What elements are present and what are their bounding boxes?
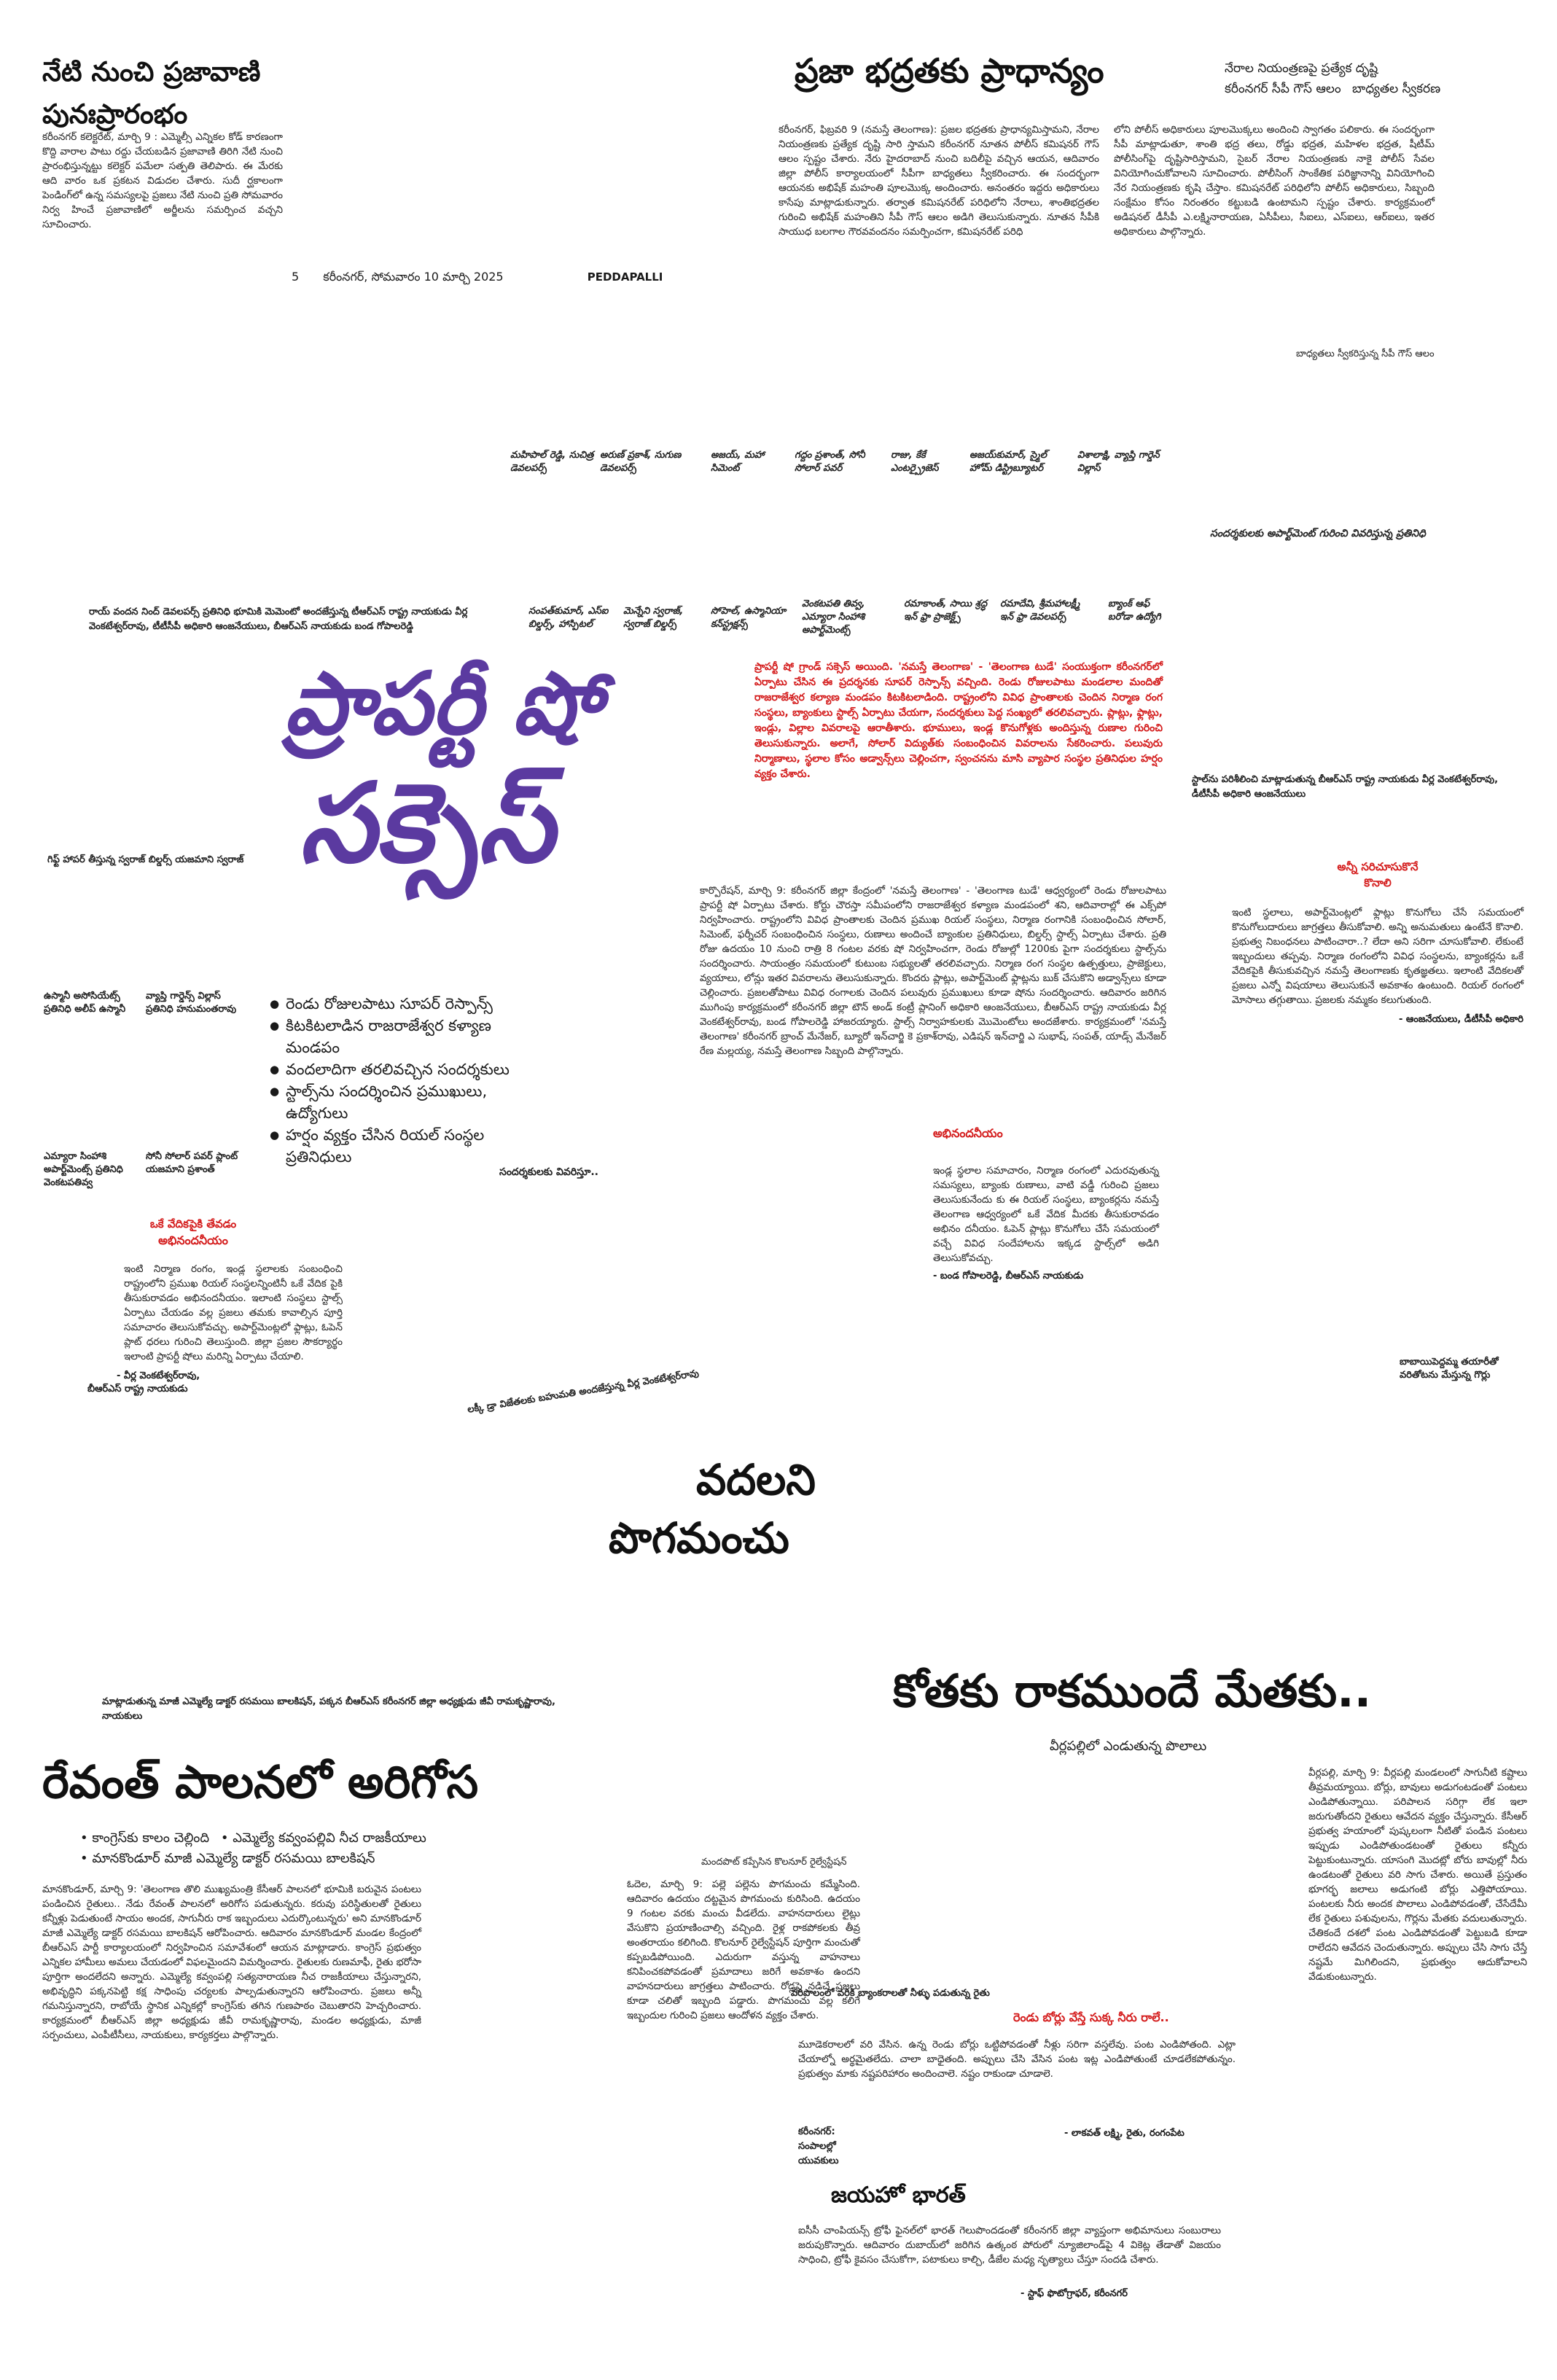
security-point-row — [1225, 79, 1545, 99]
abhi-mid-name: - బండ గోపాలరెడ్డి, బీఆర్ఎస్ నాయకుడు — [933, 1271, 1084, 1281]
place-date: కరీంనగర్, సోమవారం 10 మార్చి 2025 — [323, 270, 504, 284]
masthead — [292, 270, 729, 286]
revanth-body: మానకొండూర్, మార్చి 9: 'తెలంగాణ తొలి ముఖ్యమంత్రి కేసీఆర్ పాలనలో భూమికి బరువైన పంటలు పండించిన రైతులు.. నేడు రేవంత్ పాలనలో అరిగోస పడుతున్నరు. కరువు పరిస్థితులతో రైతులు కన్నీళ్లు పెడుతుంటే సాయం అందక, సాగునీరు రాక ఇబ్బందులు ఎదుర్కొంటున్నరు' అని మానకొండూర్ మాజీ ఎమ్మెల్యే డాక్టర్ రసమయి బాలకిషన్ ఆరోపించారు. ఆదివారం మానకొండూర్ మండల కేంద్రంలో బీఆర్ఎస్ పార్టీ కార్యాలయంలో నిర్వహించిన సమావేశంలో ఆయన మాట్లాడారు. కాంగ్రెస్ ప్రభుత్వం ఎన్నికల హామీలు అమలు చేయడంలో విఫలమైందని విమర్శించారు. రైతులకు రుణమాఫీ, రైతు భరోసా పూర్తిగా అందలేదని అన్నారు. ఎమ్మెల్యే కవ్వంపల్లి సత్యనారాయణ నీచ రాజకీయాలు చేస్తున్నారని, అభివృద్ధిని పక్కనపెట్టి కక్ష సాధింపు చర్యలకు పాల్పడుతున్నారని ఆరోపించారు. ప్రజలు అన్నీ గమనిస్తున్నారని, రాబోయే స్థానిక ఎన్నికల్లో కాంగ్రెస్‌కు తగిన గుణపాఠం చెబుతారని హెచ్చరించారు. కార్యక్రమంలో బీఆర్ఎస్ జిల్లా అధ్యక్షుడు జీవీ రామకృష్ణారావు, మండల అధ్యక్షుడు, మాజీ సర్పంచులు, ఎంపీటీసీలు, నాయకులు, కార్యకర్తలు పాల్గొన్నారు. — [42, 1884, 421, 2041]
security-point: నేరాల నియంత్రణపై ప్రత్యేక దృష్టి — [1225, 61, 1378, 76]
farmer-photo-caption: వరిపొలంలో వరికి బ్యాంకరాలతో నీళ్ళు పడుతున్న రైతు — [791, 1988, 990, 1999]
abhi-left-kicker: ఒకే వేదికపైకి తేవడం — [149, 1217, 237, 1230]
abhi-left-role: బీఆర్ఎస్ రాష్ట్ర నాయకుడు — [87, 1384, 188, 1394]
prajavani-headline: నేటి నుంచి ప్రజావాణి పునఃప్రారంభం — [42, 56, 261, 130]
jayaho-credit: - స్టాఫ్ ఫొటోగ్రాఫర్, కరీంనగర్ — [1021, 2288, 1128, 2299]
name-caption: సంపత్‌కుమార్, ఎస్‌ఐ బిల్డర్స్, హాస్పిటల్ — [528, 606, 609, 630]
bullet-item: ● హర్షం వ్యక్తం చేసిన రియల్ సంస్థల ప్రతినిధులు — [270, 1124, 539, 1168]
abhi-left-name: - వీర్ల వెంకటేశ్వర్‌రావు, — [117, 1370, 200, 1381]
fog-headline: వదలని పొగమంచు — [609, 1455, 816, 1563]
bullet-item: ● స్టాల్స్‌ను సందర్శించిన ప్రముఖులు, ఉద్యోగులు — [270, 1080, 539, 1124]
bullet-item: ● కిటకిటలాడిన రాజరాజేశ్వర కళ్యాణ మండపం — [270, 1015, 539, 1058]
revanth-bullet: • కాంగ్రెస్‌కు కాలం చెల్లింది — [80, 1830, 210, 1846]
name-caption: అజయ్‌కుమార్, స్మైల్ హోమ్ డిస్ట్రిబ్యూటర్ — [969, 450, 1047, 474]
owner-caption: గిఫ్ట్ హాపర్ తీస్తున్న స్వరాజ్ బిల్డర్స్ యజమాని స్వరాజ్ — [47, 854, 244, 865]
sinhashi-caption: ఎమ్యారా సింహాశి అపార్ట్‌మెంట్స్ ప్రతినిధి వెంకటపతివ్వ — [44, 1151, 123, 1188]
vyapti-caption: వ్యాప్తి గార్డెన్స్ విల్లాస్ ప్రతినిధి హనుమంతరావు — [146, 991, 237, 1015]
goats-caption: బాబాయిపెద్దమ్మ తయారీతో వరితోటను మేస్తున్న గొర్లు — [1400, 1357, 1499, 1381]
bullet-item: ● రెండు రోజులపాటు సూపర్ రెస్పాన్స్ — [270, 993, 539, 1015]
abhi-mid — [933, 1126, 1159, 1283]
visitors-caption: సందర్శకులకు వివరిస్తూ.. — [499, 1166, 598, 1178]
name-caption: బ్యాంక్ ఆఫ్ బరోడా ఉద్యోగి — [1108, 598, 1161, 623]
name-caption: మహిపాల్ రెడ్డి, సుచిత్ర డెవలపర్స్ — [510, 450, 594, 474]
property-bullets — [270, 993, 539, 1168]
bullet-item: ● వందలాదిగా తరలివచ్చిన సందర్శకులు — [270, 1058, 539, 1080]
inauguration-caption: రాయ్ వందన నింద్ డెవలపర్స్ ప్రతినిధి భూమికి మెమెంటో అందజేస్తున్న టీఆర్ఎస్ రాష్ట్ర నాయకుడు వీర్ల వెంకటేశ్వర్‌రావు, టీటీసీపీ అధికారి ఆంజనేయులు, బీఆర్ఎస్ నాయకుడు బండ గోపాలరెడ్డి — [89, 606, 468, 632]
name-caption: అజయ్, మహా సిమెంట్ — [711, 450, 765, 474]
name-caption: విశాలాక్షి, వ్యాప్తి గార్డెన్ విల్లాస్ — [1077, 450, 1160, 474]
fog-body: ఓదెల, మార్చి 9: పల్లె పల్లెను పొగమంచు కమ్మేసింది. ఆదివారం ఉదయం దట్టమైన పొగమంచు కురిసింది. ఉదయం 9 గంటల వరకు మంచు వీడలేదు. వాహనదారులు లైట్లు వేసుకొని ప్రయాణించాల్సి వచ్చింది. రైళ్ల రాకపోకలకు తీవ్ర అంతరాయం కలిగింది. కొలనూర్ రైల్వేస్టేషన్ పూర్తిగా మంచుతో కప్పబడిపోయింది. ఎదురుగా వస్తున్న వాహనాలు కనిపించకపోవడంతో ప్రమాదాలు జరిగే అవకాశం ఉందని వాహనదారులు జాగ్రత్తలు పాటించారు. రోడ్లపై నడిచే ప్రజలు కూడా చలితో ఇబ్బంది పడ్డారు. పొగమంచు వల్ల కలిగే ఇబ్బందుల గురించి ప్రజలు ఆందోళన వ్యక్తం చేశారు. — [627, 1878, 860, 2021]
quote-name: - లాకవత్ లక్ష్మి, రైతు, రంగంపేట — [1064, 2128, 1185, 2139]
quote-body: మూడెకరాలలో వరి వేసిన. ఉన్న రెండు బోర్లు ఒట్టిపోవడంతో నీళ్లు సరిగా వస్తలేవు. పంట ఎండిపోతంది. ఎట్లా చేయాల్నో అర్థమైతలేదు. చాలా బాధైతంది. అప్పులు చేసి వేసిన పంట ఇట్ల ఎండిపోతుంటే చూడలేకపోతున్నం. ప్రభుత్వం మాకు నష్టపరిహారం అందించాలె. నష్టం రాకుండా చూడాలె. — [798, 2039, 1236, 2080]
right-name: - ఆంజనేయులు, డీటీసీపీ అధికారి — [1398, 1014, 1523, 1025]
revanth-kicker: మాట్లాడుతున్న మాజీ ఎమ్మెల్యే డాక్టర్ రసమయి బాలకిషన్, పక్కన బీఆర్ఎస్ కరీంనగర్ జిల్లా అధ్యక్షుడు జీవీ రామకృష్ణారావు, నాయకులు — [102, 1696, 555, 1722]
security-point: బాధ్యతల స్వీకరణ — [1352, 82, 1441, 96]
revanth-bullets — [80, 1828, 605, 1869]
farm-col-right: వీర్లపల్లి, మార్చి 9: వీర్లపల్లి మండలంలో సాగునీటి కష్టాలు తీవ్రమయ్యాయి. బోర్లు, బావులు అడుగంటడంతో పంటలు ఎండిపోతున్నాయి. పరిపాలన సరిగ్గా లేక ఇలా జరుగుతోందని రైతులు ఆవేదన వ్యక్తం చేస్తున్నారు. కేసీఆర్ ప్రభుత్వ హయాంలో పుష్కలంగా నీటితో పండిన పంటలు ఇప్పుడు ఎండిపోతుండటంతో రైతులు కన్నీరు పెట్టుకుంటున్నారు. యాసంగి మొదట్లో బోరు బావుల్లో నీరు ఉండటంతో రైతులు వరి సాగు చేశారు. అయితే ప్రస్తుతం భూగర్భ జలాలు అడుగంటి బోర్లు ఎత్తిపోయాయి. పంటలకు నీరు అందక పొలాలు ఎండిపోవడంతో, చేసేదేమీ లేక రైతులు పశువులను, గొర్లను మేతకు వదులుతున్నారు. చేతికందే దశలో పంట ఎండిపోవడంతో పెట్టుబడి కూడా రాలేదని ఆవేదన చెందుతున్నారు. అప్పులు చేసి సాగు చేస్తే నష్టమే మిగిలిందని, ప్రభుత్వం ఆదుకోవాలని వేడుకుంటున్నారు. — [1308, 1767, 1527, 1983]
farm-subhead: వీర్లపల్లిలో ఎండుతున్న పొలాలు — [1050, 1739, 1207, 1754]
abhi-mid-heading: అభినందనీయం — [933, 1126, 1003, 1140]
name-caption: రమాదేవి, శ్రీమహాలక్ష్మీ ఇన్ ఫ్రా డెవలపర్స్ — [1000, 598, 1080, 623]
security-col2: లోని పోలీస్ అధికారులు పూలమొక్కలు అందించి స్వాగతం పలికారు. ఈ సందర్భంగా సీపీ మాట్లాడుతూ, శాంతి భద్ర తలు, రోడ్డు భద్రత, మహిళల భద్రత, షీటీమ్ పోలీసింగ్‌పై దృష్టిసారిస్తామని, సైబర్ నేరాల నియంత్రణకు నాకై పోలీస్ సేవల వినియోగించుకోవాలని సూచించారు. పోలీసింగ్ సాంకేతిక పరిజ్ఞానాన్ని వినియోగించి నేర నియంత్రణకు కృషి చేస్తాం. కమిషనరేట్ పరిధిలోని పోలీస్ అధికారులు, సిబ్బంది సంక్షేమం కోసం నిరంతరం కట్టుబడి ఉంటామని స్పష్టం చేశారు. కార్యక్రమంలో అడిషనల్ డీసీపీ ఎ.లక్ష్మినారాయణ, ఏసీపీలు, సీఐలు, ఎస్ఐలు, ఆర్ఐలు, ఇతర అధికారులు పాల్గొన్నారు. — [1114, 124, 1435, 238]
right-column — [1232, 860, 1523, 1026]
usmani-caption: ఉస్మానీ అసోసియేట్స్ ప్రతినిధి అలీప్ ఉస్మానీ — [44, 991, 126, 1015]
abhi-left-body: ఇంటి నిర్మాణ రంగం, ఇండ్ల స్థలాలకు సంబంధించి రాష్ట్రంలోని ప్రముఖ రియల్ సంస్థలన్నింటినీ ఒకే వేదిక పైకి తీసుకురావడం అభినందనీయం. ఇలాంటి సంస్థలు స్టాల్స్ ఏర్పాటు చేయడం వల్ల ప్రజలు తమకు కావాల్సిన పూర్తి సమాచారం తెలుసుకోవచ్చు. అపార్ట్‌మెంట్లలో ఫ్లాట్లు, ఓపెన్ ప్లాట్ ధరలు గురించి తెలుస్తుంది. జిల్లా ప్రజల సౌకర్యార్థం ఇలాంటి ప్రాపర్టీ షోలు మరిన్ని ఏర్పాటు చేయాలి. — [124, 1263, 343, 1362]
property-body: కార్పొరేషన్, మార్చి 9: కరీంనగర్ జిల్లా కేంద్రంలో 'నమస్తే తెలంగాణ' - 'తెలంగాణ టుడే' ఆధ్వర్యంలో రెండు రోజులపాటు ప్రాపర్టీ షో ఏర్పాటు చేశారు. కోర్టు చౌరస్తా సమీపంలోని రాజరాజేశ్వర కళ్యాణ మండపంలో శని, ఆదివారాల్లో ఈ ఎక్స్‌పో నిర్వహించారు. రాష్ట్రంలోని వివిధ ప్రాంతాలకు చెందిన ప్రముఖ రియల్ సంస్థలు, నిర్మాణ రంగానికి సంబంధించిన సోలార్, సిమెంట్, ఫర్నీచర్ సంబంధించిన సంస్థలు, రుణాలు అందించే బ్యాంకుల ప్రతినిధులు, బిల్డర్స్ స్టాల్స్ ఏర్పాటు చేశారు. ప్రతి రోజు ఉదయం 10 నుంచి రాత్రి 8 గంటల వరకు షో నిర్వహించగా, రెండు రోజుల్లో 1200కు పైగా సందర్శకులు స్టాల్స్‌ను సందర్శించారు. సాయంత్రం సమయంలో కుటుంబ సభ్యులతో తరలివచ్చారు. నిర్మాణ రంగ సంస్థల ఉత్పత్తులు, ప్రాజెక్టులు, వ్యయాలు, లోన్లు ఇతర వివరాలను తెలుసుకున్నారు. కొందరు ప్లాట్లు, అపార్ట్‌మెంట్ ఫ్లాట్లను బుక్ చేసుకొని అడ్వాన్స్‌లు కూడా చెల్లించారు. ప్రజలతోపాటు వివిధ రంగాలకు చెందిన పలువురు ప్రముఖులు కూడా షోను సందర్శించారు. ఆదివారం జరిగిన ముగింపు కార్యక్రమంలో కరీంనగర్ జిల్లా టౌన్ అండ్ కంట్రీ ప్లానింగ్ అధికారి ఆంజనేయులు, బీఆర్ఎస్ రాష్ట్ర నాయకుడు వీర్ల వెంకటేశ్వర్‌రావు, బండ గోపాలరెడ్డి హాజరయ్యారు. స్టాల్స్ నిర్వాహకులకు మొమెంటోలు అందజేశారు. కార్యక్రమంలో 'నమస్తే తెలంగాణ' కరీంనగర్ బ్రాంచ్ మేనేజర్, బ్యూరో ఇన్‌చార్జి కె ప్రకాశ్‌రావు, ఎడిషన్ ఇన్‌చార్జి ఎ సుభాష్, సంపత్, యాడ్స్ మేనేజర్ రేణ మల్లయ్య, నమస్తే తెలంగాణ సిబ్బంది పాల్గొన్నారు. — [700, 885, 1166, 1057]
abhi-mid-body: ఇండ్ల స్థలాల సమాచారం, నిర్మాణ రంగంలో ఎదురవుతున్న సమస్యలు, బ్యాంకు రుణాలు, వాటి వడ్డీ గురించి ప్రజలు తెలుసుకునేందు కు ఈ రియల్ సంస్థలు, బ్యాంకర్లను నమస్తే తెలంగాణ ఆధ్వర్యంలో ఒకే వేదిక మీదకు తీసుకురావడం అభినం దనీయం. ఓపెన్ ప్లాట్లు కొనుగోలు చేసే సమయంలో వచ్చే వివిధ సందేహాలను ఇక్కడ స్టాల్స్‌లో అడిగి తెలుసుకోవచ్చు. — [933, 1165, 1159, 1264]
jayaho-headline: జయహో భారత్ — [831, 2182, 966, 2208]
name-caption: గద్దం ప్రశాంత్, సోనీ సోలార్ పవర్ — [795, 450, 865, 474]
name-caption: సోహెల్, ఉస్మానియా కన్‌స్ట్రక్షన్స్ — [711, 606, 787, 630]
security-headline: ప్రజా భద్రతకు ప్రాధాన్యం — [795, 51, 1104, 90]
page-number: 5 — [292, 270, 300, 284]
quote-title: రెండు బోర్లు వేస్తే సుక్క నీరు రాలే.. — [1013, 2010, 1169, 2024]
security-point: కరీంనగర్ సీపీ గౌస్ ఆలం — [1225, 82, 1341, 96]
security-photo-caption: బాధ్యతలు స్వీకరిస్తున్న సీపీ గౌస్ ఆలం — [1296, 348, 1435, 359]
abhi-left — [44, 1217, 343, 1396]
top-right-caption: సందర్శకులకు అపార్ట్‌మెంట్ గురించి వివరిస్తున్న ప్రతినిధి — [1210, 528, 1426, 539]
right-heading: కొనాలి — [1364, 876, 1392, 889]
youth-caption: కరీంనగర్: సంపాలల్లో యువకులు — [798, 2126, 839, 2166]
lucky-draw-caption: లక్కీ డ్రా విజేతలకు బహుమతి అందజేస్తున్న వీర్ల వెంకటేశ్వర్‌రావు — [467, 1367, 700, 1416]
right-stall-caption: స్టాల్‌ను పరిశీలించి మాట్లాడుతున్న బీఆర్ఎస్ రాష్ట్ర నాయకుడు వీర్ల వెంకటేశ్వర్‌రావు, డీటీసీపీ అధికారి ఆంజనేయులు — [1192, 774, 1499, 800]
prajavani-body: కరీంనగర్ కలెక్టరేట్, మార్చి 9 : ఎమ్మెల్సీ ఎన్నికల కోడ్ కారణంగా కొద్ది వారాల పాటు రద్దు చేయబడిన ప్రజావాణి తిరిగి నేటి నుంచి ప్రారంభిస్తున్నట్టు కలెక్టర్ పమేలా సత్పతి తెలిపారు. ఈ మేరకు ఆది వారం ఒక ప్రకటన విడుదల చేశారు. సుదీ ర్ఘకాలంగా పెండింగ్‌లో ఉన్న సమస్యలపై ప్రజలు నేటి నుంచి ప్రతి సోమవారం నిర్వ హించే ప్రజావాణిలో అర్జీలను సమర్పించ వచ్చని సూచించారు. — [42, 131, 283, 230]
railway-caption: మందపొట్ కప్పేసిన కొలనూర్ రైల్వేస్టేషన్ — [701, 1857, 847, 1868]
security-col1: కరీంనగర్, ఫిబ్రవరి 9 (నమస్తే తెలంగాణ): ప్రజల భద్రతకు ప్రాధాన్యమిస్తామని, నేరాల నియంత్రణకు ప్రత్యేక దృష్టి సారి స్తామని కరీంనగర్ నూతన పోలీస్ కమిషనర్ గౌస్ ఆలం స్పష్టం చేశారు. నేరు హైదరాబాద్ నుంచి బదిలీపై వచ్చిన ఆయన, ఆదివారం జిల్లా పోలీస్ కార్యాలయంలో సీపీగా బాధ్యతలు స్వీకరించారు. ఈ సందర్భంగా ఆయనకు అభిషేక్ మహంతి పూలమొక్క అందించారు. అనంతరం ఇద్దరు అధికారులు కాసేపు మాట్లాడుకున్నారు. తర్వాత కమిషనరేట్ పరిధిలోని నేరాలు, శాంతిభద్రతల గురించి అభిషేక్ మహంతిని సీపీ గౌస్ ఆలం అడిగి తెలుసుకున్నారు. నూతన సీపీకి సాయుధ బలగాల గౌరవవందనం సమర్పించగా, కమిషనరేట్ పరిధి — [778, 124, 1099, 238]
name-caption: అరుణ్ ప్రకాశ్, సుగుణ డెవలపర్స్ — [600, 450, 682, 474]
security-points — [1225, 58, 1545, 99]
property-intro: ప్రాపర్టీ షో గ్రాండ్ సక్సెస్ అయింది. 'నమస్తే తెలంగాణ' - 'తెలంగాణ టుడే' సంయుక్తంగా కరీంనగర్‌లో ఏర్పాటు చేసిన ఈ ప్రదర్శనకు సూపర్ రెస్పాన్స్ వచ్చింది. రెండు రోజులపాటు మండలాల మందితో రాజరాజేశ్వర కల్యాణ మండపం కిటకిటలాడింది. రాష్ట్రంలోని వివిధ ప్రాంతాలకు చెందిన నిర్మాణ రంగ సంస్థలు, బ్యాంకులు స్టాల్స్ ఏర్పాటు చేయగా, సందర్శకులు పెద్ద సంఖ్యలో తరలివచ్చారు. ప్లాట్లు, ఫ్లాట్లు, ఇండ్లు, విల్లాల వివరాలపై ఆరాతీశారు. భూములు, ఇండ్ల కొనుగోళ్లకు అందిస్తున్న రుణాల గురించి తెలుసుకున్నారు. అలాగే, సోలార్ విద్యుత్‌కు సంబంధించిన వివరాలను సేకరించారు. పలువురు నిర్మాణాలు, స్థలాల కోసం అడ్వాన్స్‌లు చెల్లించగా, స్వంచనను మాసి వ్యాపార సంస్థల ప్రతినిధుల హర్షం వ్యక్తం చేశారు. — [754, 661, 1163, 780]
revanth-bullet: • మానకొండూర్ మాజీ ఎమ్మెల్యే డాక్టర్ రసమయి బాలకిషన్ — [80, 1851, 375, 1866]
abhi-left-heading: అభినందనీయం — [158, 1233, 228, 1247]
name-caption: వెంకటపతి తివ్వ, ఎమ్యారా సింహాశి అపార్ట్‌మెంట్స్ — [802, 598, 865, 636]
farm-headline: కోతకు రాకముందే మేతకు.. — [893, 1664, 1372, 1717]
jayaho-body: ఐసీసీ చాంపియన్స్ ట్రోఫీ ఫైనల్‌లో భారత్ గెలుపొందడంతో కరీంనగర్ జిల్లా వ్యాప్తంగా అభిమానులు సంబురాలు జరుపుకొన్నారు. ఆదివారం దుబాయ్‌లో జరిగిన ఉత్కంఠ పోరులో న్యూజిలాండ్‌పై 4 వికెట్ల తేడాతో విజయం సాధించి, ట్రోఫీ కైవసం చేసుకోగా, పటాకులు కాల్చి, డీజేల మధ్య నృత్యాలు చేస్తూ సందడి చేశారు. — [798, 2225, 1221, 2266]
revanth-headline: రేవంత్ పాలనలో అరిగోస — [42, 1755, 479, 1809]
right-body: ఇంటి స్థలాలు, అపార్ట్‌మెంట్లలో ఫ్లాట్లు కొనుగోలు చేసే సమయంలో కొనుగోలుదారులు జాగ్రత్తలు తీసుకోవాలి. అన్ని అనుమతులు ఉంటేనే కొనాలి. ప్రభుత్వ నిబంధనలు పాటించారా..? లేదా అని సరిగా చూసుకోవాలి. లేకుంటే ఇబ్బందులు తప్పవు. నిర్మాణ రంగంలోని వివిధ సంస్థలను, బ్యాంకర్లను ఒకే వేదికపైకి తీసుకువచ్చిన నమస్తే తెలంగాణకు కృతజ్ఞతలు. ఇలాంటి వేదికలతో ప్రజలు ఎన్నో విషయాలు తెలుసుకునే అవకాశం ఉంటుంది. రియల్ రంగంలో మోసాలు తగ్గుతాయి. ప్రజలకు నమ్మకం కలుగుతుంది. — [1232, 907, 1523, 1006]
revanth-bullet: • ఎమ్మెల్యే కవ్వంపల్లివి నీచ రాజకీయాలు — [220, 1830, 426, 1846]
edition-label: PEDDAPALLI — [587, 270, 663, 284]
name-caption: రమాకాంత్, సాయి శ్రద్ధ ఇన్ ఫ్రా ప్రాజెక్ట్స్ — [904, 598, 987, 623]
name-caption: మెన్నేని స్వరాజ్, స్వరాజ్ బిల్డర్స్ — [623, 606, 684, 630]
property-show-title: ప్రాపర్టీ షో సక్సెస్ — [284, 653, 601, 887]
name-caption: రాజు, కేకే ఎంటర్ప్రైజెస్ — [891, 450, 939, 474]
sony-caption: సోనీ సోలార్ పవర్ ప్లాంట్ యజమాని ప్రశాంత్ — [146, 1151, 238, 1175]
right-kicker: అన్నీ సరిచూసుకొనే — [1337, 860, 1419, 873]
